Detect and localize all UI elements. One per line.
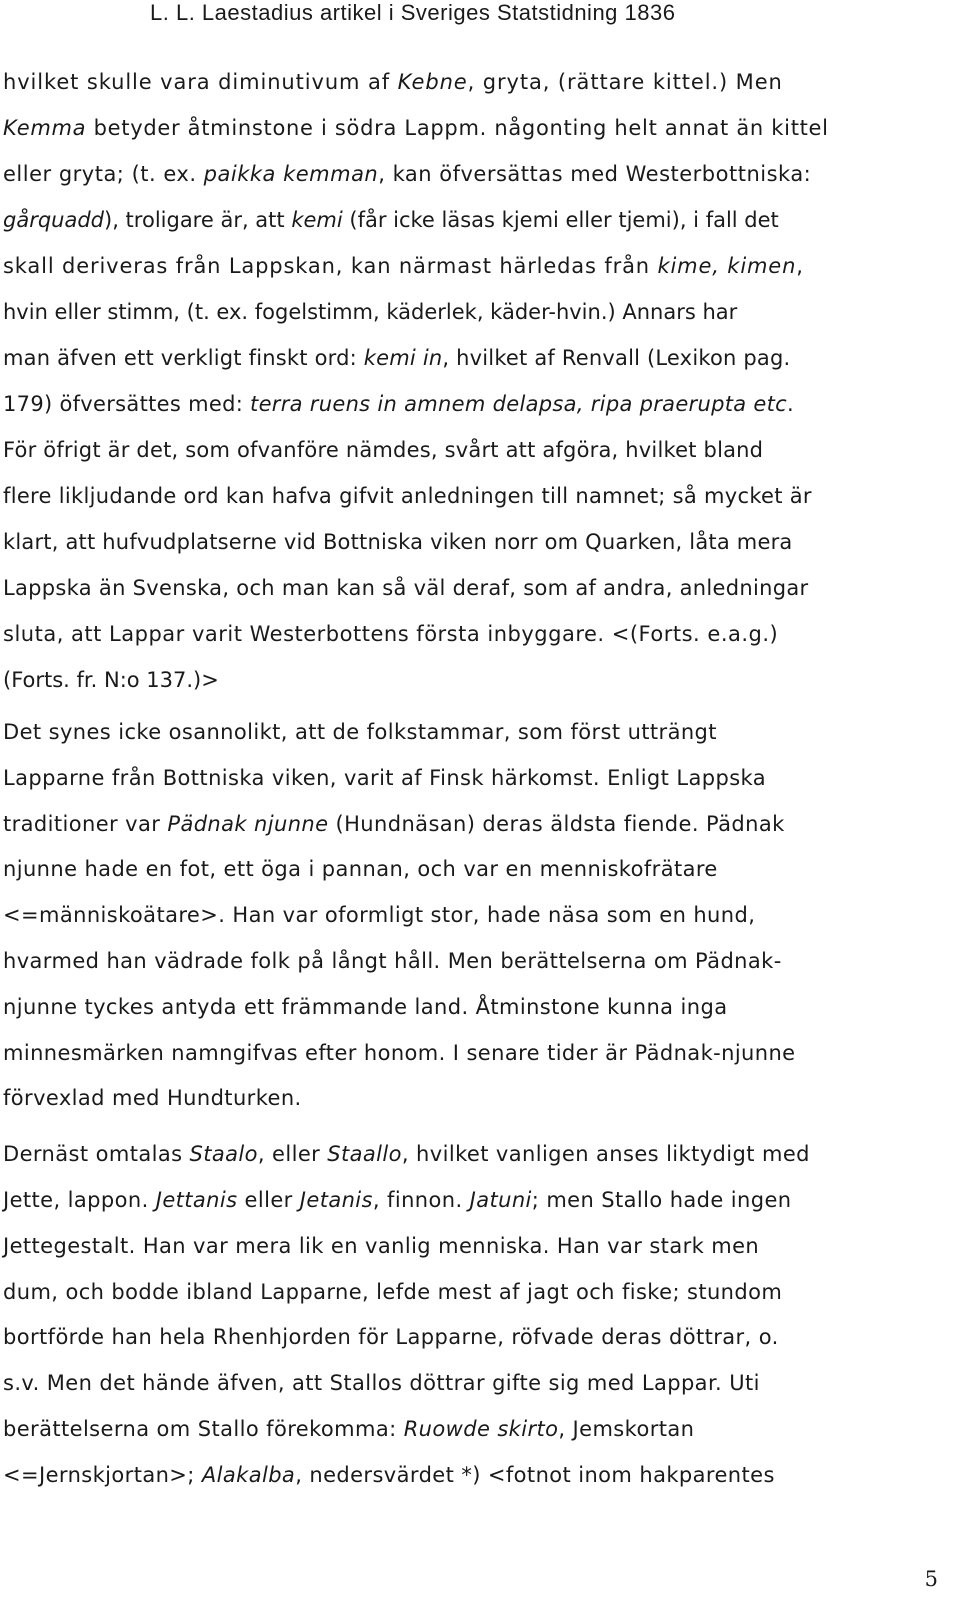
text-run: , nedersvärdet *) <fotnot inom hakparentes <box>295 1462 775 1487</box>
text-line <box>3 151 953 197</box>
text-line <box>3 565 953 611</box>
text-run: minnesmärken namngifvas efter honom. I senare tider är Pädnak-njunne <box>3 1040 796 1065</box>
text-line <box>3 519 953 565</box>
text-run: njunne tyckes antyda ett främmande land. Åtminstone kunna inga <box>3 994 728 1019</box>
text-line <box>3 197 953 243</box>
text-line <box>3 1407 953 1453</box>
paragraph <box>3 59 953 703</box>
text-line <box>3 893 953 939</box>
text-run: , Jemskortan <box>558 1416 695 1441</box>
text-line <box>3 59 953 105</box>
italic-text: paikka kemman <box>203 162 379 186</box>
text-run: <=Jernskjortan>; <box>3 1462 202 1487</box>
italic-text: Kemma <box>3 116 87 140</box>
text-run: <=människoätare>. Han var oformligt stor, hade näsa som en hund, <box>3 903 756 928</box>
text-run: (Forts. fr. N:o 137.)> <box>3 668 219 692</box>
italic-text: Ruowde skirto <box>403 1416 559 1441</box>
text-line <box>3 939 953 985</box>
text-run: eller gryta; (t. ex. <box>3 162 204 186</box>
text-line <box>3 1132 953 1178</box>
text-line <box>3 1361 953 1407</box>
text-run: hvarmed han vädrade folk på långt håll. Men berättelserna om Pädnak- <box>3 948 782 973</box>
text-run: sluta, att Lappar varit Westerbottens första inbyggare. <(Forts. e.a.g.) <box>3 622 779 646</box>
italic-text: Jatuni <box>469 1187 532 1212</box>
text-line <box>3 473 953 519</box>
text-run: förvexlad med Hundturken. <box>3 1086 302 1111</box>
text-run: man äfven ett verkligt finskt ord: <box>3 346 364 370</box>
paragraph <box>3 1132 953 1498</box>
text-line <box>3 1453 953 1499</box>
text-line <box>3 1076 953 1122</box>
text-run: njunne hade en fot, ett öga i pannan, och var en menniskofrätare <box>3 857 718 882</box>
text-run: skall deriveras från Lappskan, kan närmast härledas från <box>3 254 658 278</box>
text-run: bortförde han hela Rhenhjorden för Lapparne, röfvade deras döttrar, o. <box>3 1325 779 1350</box>
text-run: flere likljudande ord kan hafva gifvit anledningen till namnet; så mycket är <box>3 484 812 508</box>
text-line <box>3 427 953 473</box>
italic-text: kemi in <box>363 346 443 370</box>
text-line <box>3 756 953 802</box>
text-line <box>3 289 953 335</box>
text-line <box>3 335 953 381</box>
text-run: eller <box>237 1187 300 1212</box>
text-line <box>3 1315 953 1361</box>
text-line <box>3 985 953 1031</box>
text-line <box>3 1270 953 1316</box>
text-line <box>3 710 953 756</box>
text-line <box>3 1031 953 1077</box>
italic-text: Jettanis <box>155 1187 238 1212</box>
text-run: hvilket skulle vara diminutivum af <box>3 70 398 94</box>
text-line <box>3 802 953 848</box>
text-line <box>3 105 953 151</box>
text-line <box>3 1178 953 1224</box>
text-run: , hvilket af Renvall (Lexikon pag. <box>442 346 791 370</box>
text-run: (får icke läsas kjemi eller tjemi), i fall det <box>342 208 779 232</box>
text-run: hvin eller stimm, (t. ex. fogelstimm, käderlek, käder-hvin.) Annars har <box>3 300 738 324</box>
text-line <box>3 847 953 893</box>
text-run: Det synes icke osannolikt, att de folkstammar, som först utträngt <box>3 720 717 744</box>
italic-text: Pädnak njunne <box>167 811 329 836</box>
text-run: 179) öfversättes med: <box>3 392 251 416</box>
italic-text: terra ruens in amnem delapsa, ripa praerupta etc <box>250 392 787 416</box>
text-run: klart, att hufvudplatserne vid Bottniska viken norr om Quarken, låta mera <box>3 530 793 554</box>
italic-text: gårquadd <box>3 208 105 232</box>
text-line <box>3 243 953 289</box>
text-run: . <box>787 392 794 416</box>
italic-text: Staalo <box>189 1142 258 1167</box>
italic-text: kemi <box>291 208 343 232</box>
text-run: , gryta, (rättare kittel.) Men <box>467 70 783 94</box>
text-line <box>3 1224 953 1270</box>
text-run: (Hundnäsan) deras äldsta fiende. Pädnak <box>328 811 785 836</box>
italic-text: Kebne <box>397 70 468 94</box>
text-run: Jette, lappon. <box>3 1187 156 1212</box>
text-line <box>3 611 953 657</box>
italic-text: Alakalba <box>201 1462 296 1487</box>
text-run: dum, och bodde ibland Lapparne, lefde mest af jagt och fiske; stundom <box>3 1279 783 1304</box>
text-run: , <box>796 254 804 278</box>
text-run: , eller <box>257 1142 328 1167</box>
italic-text: Jetanis <box>299 1187 373 1212</box>
text-run: ; men Stallo hade ingen <box>531 1187 792 1212</box>
text-run: Lappska än Svenska, och man kan så väl deraf, som af andra, anledningar <box>3 576 809 600</box>
text-run: ), troligare är, att <box>104 208 292 232</box>
text-line <box>3 381 953 427</box>
text-run: berättelserna om Stallo förekomma: <box>3 1416 404 1441</box>
italic-text: Staallo <box>327 1142 402 1167</box>
text-run: traditioner var <box>3 811 168 836</box>
text-line <box>3 657 953 703</box>
text-run: Jettegestalt. Han var mera lik en vanlig menniska. Han var stark men <box>3 1233 760 1258</box>
text-run: Dernäst omtalas <box>3 1142 190 1167</box>
text-run: , hvilket vanligen anses liktydigt med <box>401 1142 810 1167</box>
italic-text: kime, kimen <box>657 254 797 278</box>
text-run: Lapparne från Bottniska viken, varit af Finsk härkomst. Enligt Lappska <box>3 765 766 790</box>
running-header: L. L. Laestadius artikel i Sveriges Statstidning 1836 <box>150 0 676 25</box>
paragraph <box>3 710 953 1122</box>
article-body <box>3 59 953 1499</box>
text-run: , kan öfversättas med Westerbottniska: <box>378 162 812 186</box>
page-number: 5 <box>924 1567 938 1591</box>
text-run: s.v. Men det hände äfven, att Stallos döttrar gifte sig med Lappar. Uti <box>3 1371 760 1396</box>
text-run: , finnon. <box>372 1187 470 1212</box>
text-run: För öfrigt är det, som ofvanföre nämdes, svårt att afgöra, hvilket bland <box>3 438 764 462</box>
text-run: betyder åtminstone i södra Lappm. någonting helt annat än kittel <box>86 116 829 140</box>
